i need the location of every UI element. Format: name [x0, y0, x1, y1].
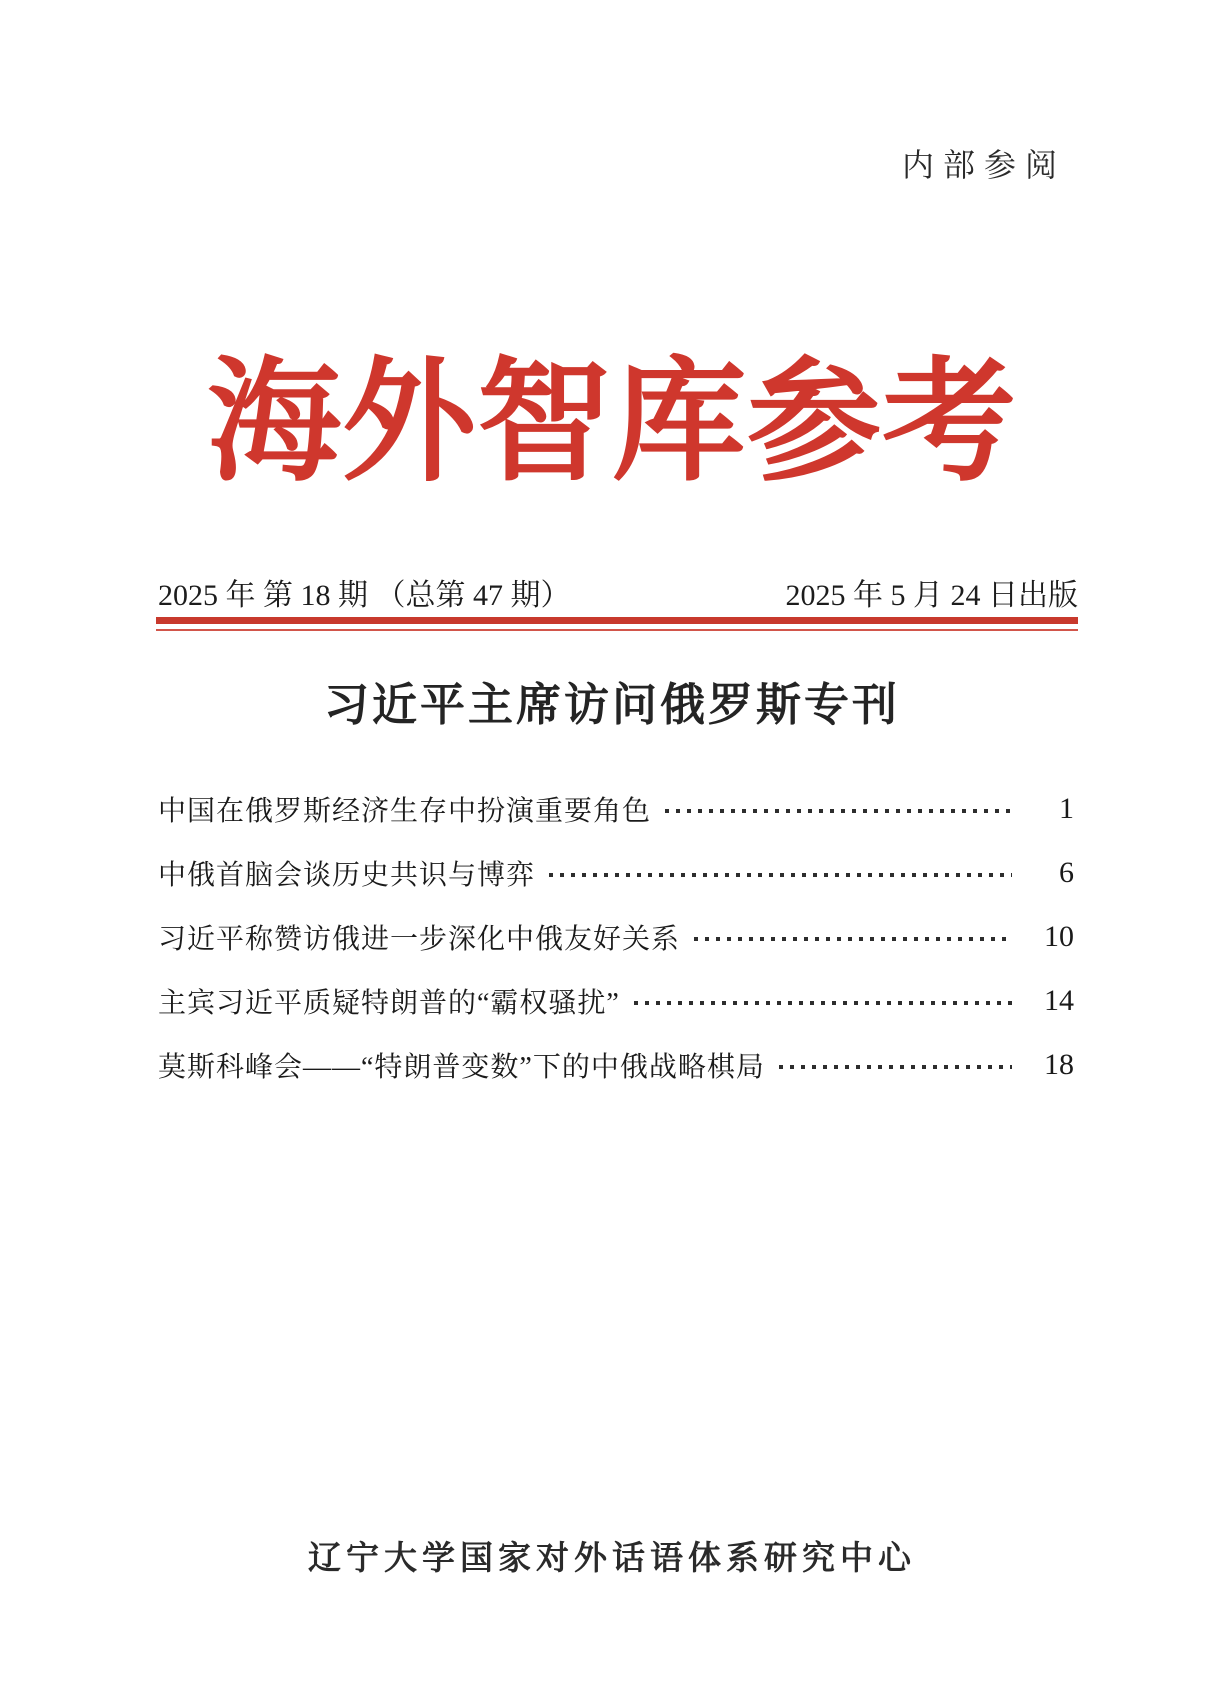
toc-dot-leader: [549, 873, 1012, 877]
toc-dot-leader: [694, 937, 1012, 941]
toc-item-page: 14: [1044, 984, 1074, 1017]
toc-dot-leader: [665, 809, 1012, 813]
toc-dot-leader: [634, 1001, 1012, 1005]
toc-row: [158, 984, 1074, 1018]
toc-item-title: 主宾习近平质疑特朗普的“霸权骚扰”: [158, 988, 620, 1019]
rule-thick: [156, 617, 1078, 624]
toc-row: [158, 856, 1074, 890]
rule-thin: [156, 629, 1078, 631]
issue-number: 2025 年 第 18 期 （总第 47 期）: [158, 579, 571, 612]
toc-item-page: 18: [1044, 1048, 1074, 1081]
table-of-contents: [158, 792, 1074, 1112]
toc-item-title: 中俄首脑会谈历史共识与博弈: [158, 860, 536, 891]
toc-item-title: 莫斯科峰会——“特朗普变数”下的中俄战略棋局: [158, 1052, 765, 1083]
publish-date: 2025 年 5 月 24 日出版: [785, 579, 1078, 612]
toc-item-page: 10: [1044, 920, 1074, 953]
issue-info-row: [158, 570, 1078, 614]
toc-row: [158, 792, 1074, 826]
toc-row: [158, 920, 1074, 954]
toc-item-title: 中国在俄罗斯经济生存中扮演重要角色: [158, 796, 652, 827]
classification-marking: 内部参阅: [901, 147, 1066, 183]
toc-item-page: 6: [1059, 856, 1074, 889]
toc-row: [158, 1048, 1074, 1082]
publisher-name: 辽宁大学国家对外话语体系研究中心: [308, 1539, 916, 1576]
toc-item-page: 1: [1059, 792, 1074, 825]
special-issue-subtitle: 习近平主席访问俄罗斯专刊: [323, 679, 900, 730]
toc-dot-leader: [779, 1065, 1012, 1069]
masthead-title: 海外智库参考: [206, 349, 1017, 497]
double-rule: [156, 617, 1078, 631]
toc-item-title: 习近平称赞访俄进一步深化中俄友好关系: [158, 924, 681, 955]
